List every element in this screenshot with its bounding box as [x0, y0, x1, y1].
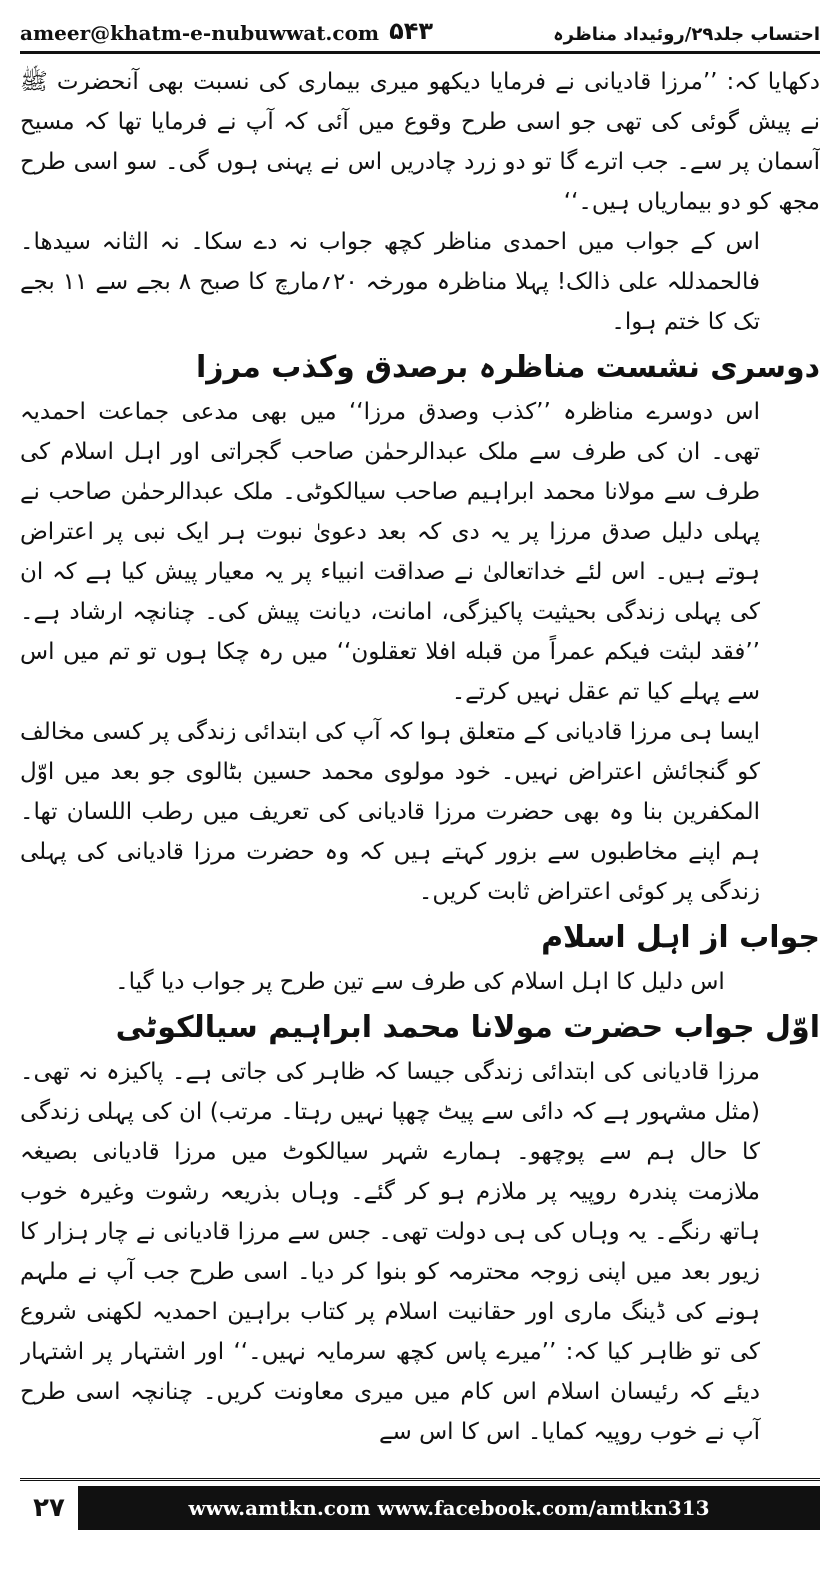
centered-line: اس دلیل کا اہل اسلام کی طرف سے تین طرح پر جواب دیا گیا۔	[115, 969, 725, 995]
header-left	[20, 17, 433, 45]
footer-page-number: ۲۷	[33, 1492, 65, 1523]
footer-urls: www.amtkn.com www.facebook.com/amtkn313 www.emaktaba.info	[78, 1486, 820, 1530]
paragraph: مرزا قادیانی کی ابتدائی زندگی جیسا کہ ظاہر کی جاتی ہے۔ پاکیزہ نہ تھی۔ (مثل مشہور ہے کہ دائی سے پیٹ چھپا نہیں رہتا۔ مرتب) ان کی پہلی زندگی کا حال ہم سے پوچھو۔ ہمارے شہر سیالکوٹ میں مرزا قادیانی بصیغہ ملازمت پندرہ روپیہ پر ملازم ہو کر گئے۔ وہاں بذریعہ رشوت وغیرہ خوب ہاتھ رنگے۔ یہ وہاں کی ہی دولت تھی۔ جس سے مرزا قادیانی نے چار ہزار کا زیور بعد میں اپنی زوجہ محترمہ کو بنوا کر دیا۔ اسی طرح جب آپ نے ملہم ہونے کی ڈینگ ماری اور حقانیت اسلام پر کتاب براہین احمدیہ لکھنی شروع کی تو ظاہر کیا کہ: ’’میرے پاس کچھ سرمایہ نہیں۔‘‘ اور اشتہار پر اشتہار دیئے کہ رئیسان اسلام اس کام میں میری معاونت کریں۔ چنانچہ اسی طرح آپ نے خوب روپیہ کمایا۔ اس کا اس سے	[20, 1059, 760, 1445]
paragraph: اس کے جواب میں احمدی مناظر کچھ جواب نہ دے سکا۔ نہ الثانہ سیدھا۔ فالحمدللہ علی ذالک! پہلا مناظرہ مورخہ ۲۰؍مارچ کا صبح ۸ بجے سے ۱۱ بجے تک کا ختم ہوا۔	[20, 229, 761, 335]
page	[20, 0, 820, 1564]
paragraph: دکھایا کہ: ’’مرزا قادیانی نے فرمایا دیکھو میری بیماری کی نسبت بھی آنحضرت ﷺ نے پیش گوئی کی تھی جو اسی طرح وقوع میں آئی کہ آپ نے فرمایا تھا کہ مسیح آسمان پر سے۔ جب اترے گا تو دو زرد چادریں اس نے پہنی ہوں گی۔ سو اسی طرح مجھ کو دو بیماریاں ہیں۔‘‘	[20, 69, 820, 215]
section-heading: اوّل جواب حضرت مولانا محمد ابراہیم سیالکوٹی	[115, 1010, 820, 1045]
page-header	[20, 0, 820, 54]
header-email: ameer@khatm-e-nubuwwat.com	[20, 21, 380, 45]
running-title: احتساب جلد۲۹/روئیداد مناظرہ	[553, 24, 820, 45]
paragraph: ایسا ہی مرزا قادیانی کے متعلق ہوا کہ آپ کی ابتدائی زندگی پر کسی مخالف کو گنجائش اعتراض نہیں۔ خود مولوی محمد حسین بٹالوی جو بعد میں اوّل المکفرین بنا وہ بھی حضرت مرزا قادیانی کی تعریف میں رطب اللسان تھا۔ ہم اپنے مخاطبوں سے بزور کہتے ہیں کہ وہ حضرت مرزا قادیانی کی پہلی زندگی پر کوئی اعتراض ثابت کریں۔	[20, 719, 760, 905]
section-heading: جواب از اہل اسلام	[541, 920, 820, 955]
section-heading: دوسری نشست مناظرہ برصدق وکذب مرزا	[195, 350, 820, 385]
page-body	[20, 62, 820, 1462]
paragraph: اس دوسرے مناظرہ ’’کذب وصدق مرزا‘‘ میں بھی مدعی جماعت احمدیہ تھی۔ ان کی طرف سے ملک عبدالرحمٰن صاحب گجراتی اور اہل اسلام کی طرف سے مولانا محمد ابراہیم صاحب سیالکوٹی۔ ملک عبدالرحمٰن صاحب نے پہلی دلیل صدق مرزا پر یہ دی کہ بعد دعویٰ نبوت ہر ایک نبی پر اعتراض ہوتے ہیں۔ اس لئے خداتعالیٰ نے صداقت انبیاء پر یہ معیار پیش کیا ہے کہ ان کی پہلی زندگی بحیثیت پاکیزگی، امانت، دیانت پیش کی۔ چنانچہ ارشاد ہے۔ ’’فقد لبثت فیکم عمراً من قبله افلا تعقلون‘‘ میں رہ چکا ہوں تو تم میں اس سے پہلے کیا تم عقل نہیں کرتے۔	[20, 399, 760, 705]
header-page-number: ۵۴۳	[389, 17, 434, 45]
page-footer	[20, 1478, 820, 1564]
